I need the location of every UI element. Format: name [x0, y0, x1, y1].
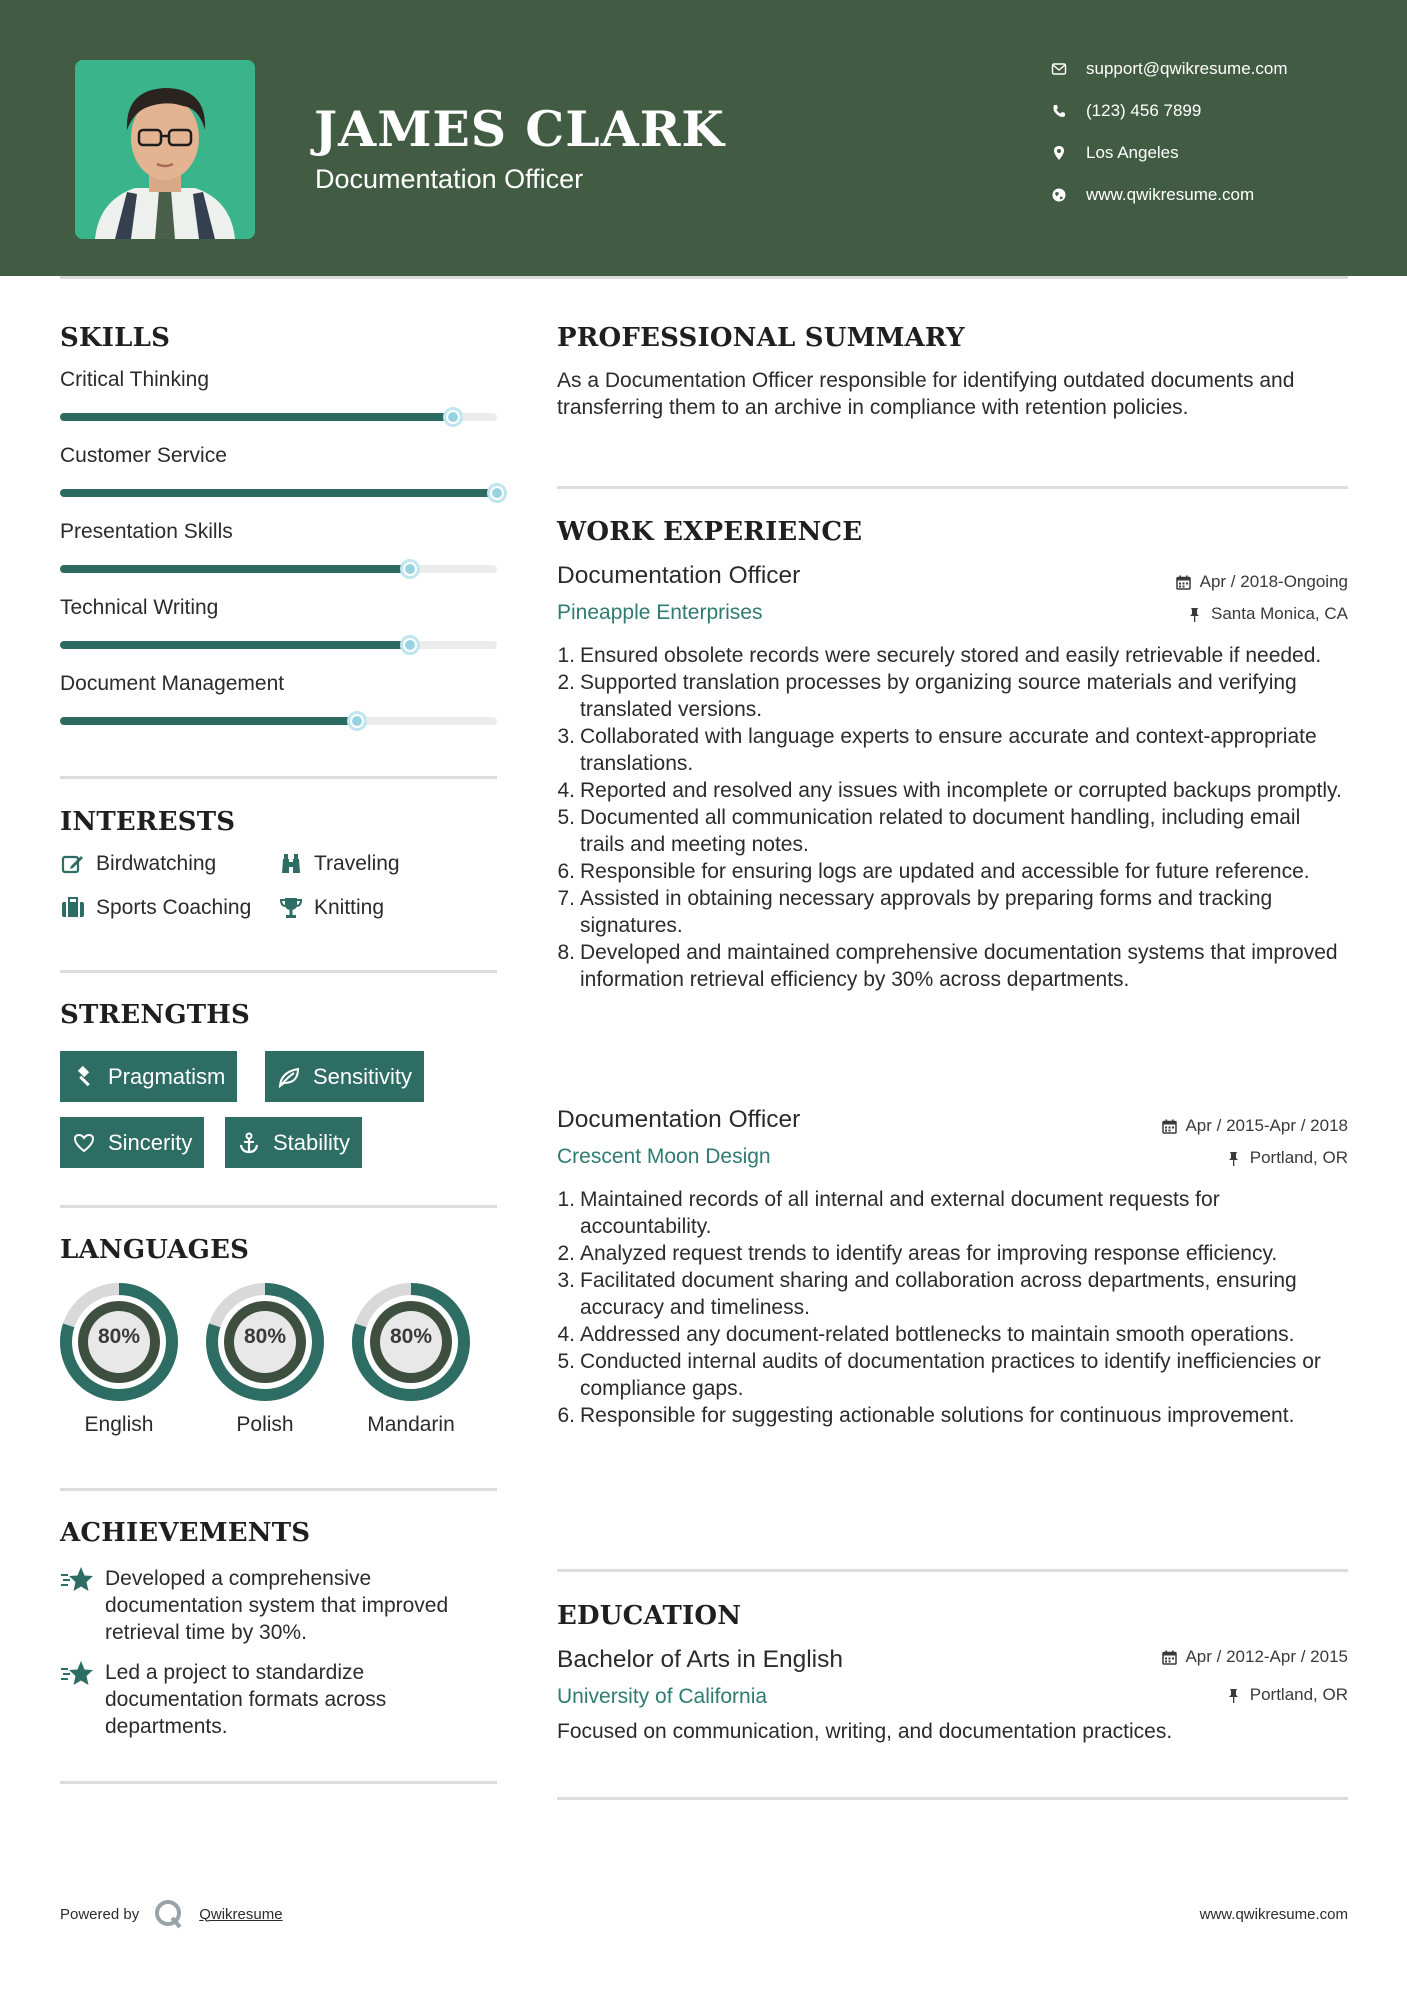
job-duty: 4. Reported and resolved any issues with incomplete or corrupted backups promptly. [557, 779, 1342, 802]
job-duty: 6. Responsible for ensuring logs are updated and accessible for future reference. [557, 860, 1310, 883]
contact-phone-text: (123) 456 7899 [1086, 101, 1202, 120]
achievement-item [60, 1565, 500, 1646]
skill-bar-knob [400, 559, 420, 579]
job-duty-text: Analyzed request trends to identify areas for improving response efficiency. [580, 1242, 1278, 1265]
strength-label: Stability [273, 1129, 351, 1155]
job-dates-text: Apr / 2018-Ongoing [1199, 572, 1348, 591]
interests-title: INTERESTS [60, 807, 236, 837]
summary-title: PROFESSIONAL SUMMARY [557, 323, 965, 353]
skill-bar-fill [60, 641, 410, 649]
briefcase-icon [60, 896, 86, 920]
job-duty: 2. Analyzed request trends to identify areas for improving response efficiency. [557, 1242, 1278, 1265]
education-title: EDUCATION [557, 1601, 742, 1631]
skill-bar [60, 489, 497, 497]
calendar-icon [1161, 1118, 1177, 1134]
qwikresume-link[interactable]: Qwikresume [199, 1905, 283, 1923]
education-dates-text: Apr / 2012-Apr / 2015 [1185, 1647, 1348, 1666]
skill-bar-fill [60, 565, 410, 573]
job-duties-list [557, 1186, 1347, 1429]
strength-tag [265, 1051, 424, 1102]
job-duty-text: Developed and maintained comprehensive documentation systems that improved information retrieval efficiency by 30% across departments. [580, 941, 1338, 991]
strength-label: Sincerity [108, 1129, 193, 1155]
skill-name: Technical Writing [60, 596, 219, 619]
job-duty-text: Facilitated document sharing and collaboration across departments, ensuring accuracy and timeliness. [580, 1269, 1297, 1319]
header-divider [60, 276, 1348, 279]
job-location-text: Portland, OR [1249, 1148, 1348, 1167]
strength-tag [60, 1051, 237, 1102]
language-item [58, 1281, 180, 1437]
language-percent: 80% [389, 1325, 433, 1348]
skill-name: Critical Thinking [60, 368, 209, 391]
star-icon [60, 1659, 96, 1689]
strength-label: Sensitivity [313, 1063, 413, 1089]
job-duty-text: Addressed any document-related bottlenecks to maintain smooth operations. [580, 1323, 1295, 1346]
summary-text: As a Documentation Officer responsible for identifying outdated documents and transferring them to an archive in compliance with retention policies. [557, 369, 1295, 419]
language-item [204, 1281, 326, 1437]
contact-website-text: www.qwikresume.com [1086, 185, 1255, 204]
job-duty-text: Documented all communication related to document handling, including email trails and meeting notes. [580, 806, 1301, 856]
footer-powered-by [60, 1898, 283, 1930]
contact-location-text: Los Angeles [1086, 143, 1179, 162]
skill-bar-knob [487, 483, 507, 503]
calendar-icon [1176, 574, 1192, 590]
job-duty-text: Supported translation processes by organizing source materials and verifying translated versions. [580, 671, 1297, 721]
job-company: Crescent Moon Design [557, 1145, 771, 1168]
binoculars-icon [278, 852, 304, 876]
candidate-name: JAMES CLARK [314, 100, 726, 158]
job-duty: 7. Assisted in obtaining necessary approvals by preparing forms and tracking signatures. [557, 885, 1347, 939]
job-duty-text: Responsible for ensuring logs are updated and accessible for future reference. [580, 860, 1310, 883]
achievement-text: Developed a comprehensive documentation system that improved retrieval time by 30%. [105, 1567, 449, 1644]
job-duty-text: Reported and resolved any issues with incomplete or corrupted backups promptly. [580, 779, 1342, 802]
envelope-icon [1050, 60, 1068, 78]
contact-phone[interactable] [1050, 96, 1360, 126]
strength-label: Pragmatism [108, 1063, 226, 1089]
resume-header [0, 0, 1407, 276]
job-duty: 8. Developed and maintained comprehensive documentation systems that improved information retrieval efficiency by 30% across departments. [557, 939, 1347, 993]
language-name: Mandarin [367, 1413, 455, 1436]
edit-icon [60, 852, 86, 876]
job-duty: 5. Conducted internal audits of documentation practices to identify inefficiencies or compliance gaps. [557, 1348, 1347, 1402]
trophy-icon [278, 896, 304, 920]
skill-bar [60, 413, 497, 421]
strength-tag [60, 1117, 204, 1168]
language-item [350, 1281, 472, 1437]
languages-title: LANGUAGES [60, 1235, 250, 1265]
footer-website[interactable]: www.qwikresume.com [1199, 1906, 1348, 1923]
job-location-text: Santa Monica, CA [1210, 604, 1348, 623]
skill-bar-knob [443, 407, 463, 427]
gavel-icon [72, 1065, 96, 1089]
interests-divider [60, 970, 497, 973]
job-duty-text: Responsible for suggesting actionable solutions for continuous improvement. [580, 1404, 1295, 1427]
job-dates [1176, 572, 1348, 592]
interest-item [60, 896, 251, 920]
job-dates [1161, 1116, 1348, 1136]
work-title: WORK EXPERIENCE [557, 517, 863, 547]
calendar-icon [1161, 1649, 1177, 1665]
skill-bar-fill [60, 717, 357, 725]
language-percent: 80% [97, 1325, 141, 1348]
job-duty-text: Conducted internal audits of documentation practices to identify inefficiencies or compliance gaps. [580, 1350, 1321, 1400]
map-marker-icon [1050, 144, 1068, 162]
job-duty: 2. Supported translation processes by organizing source materials and verifying translated versions. [557, 669, 1347, 723]
job-duty: 5. Documented all communication related to document handling, including email trails and meeting notes. [557, 804, 1347, 858]
leaf-icon [277, 1065, 301, 1089]
profile-photo [75, 60, 255, 239]
job-title: Documentation Officer [557, 1106, 801, 1133]
interest-item [60, 852, 216, 876]
education-school: University of California [557, 1685, 768, 1708]
pin-icon [1226, 1150, 1242, 1166]
powered-by-text: Powered by [60, 1905, 140, 1923]
work-divider [557, 1569, 1348, 1572]
strengths-title: STRENGTHS [60, 1000, 251, 1030]
phone-icon [1050, 102, 1068, 120]
skill-bar-fill [60, 489, 497, 497]
achievement-text: Led a project to standardize documentation formats across departments. [105, 1661, 387, 1738]
language-name: Polish [236, 1413, 294, 1436]
job-duty-text: Assisted in obtaining necessary approvals by preparing forms and tracking signatures. [580, 887, 1273, 937]
job-dates-text: Apr / 2015-Apr / 2018 [1185, 1116, 1348, 1135]
job-location [1226, 1148, 1348, 1168]
strength-tag [225, 1117, 362, 1168]
summary-divider [557, 486, 1348, 489]
skill-bar [60, 717, 497, 725]
job-duties-list [557, 642, 1347, 993]
qwikresume-logo-icon [153, 1898, 185, 1930]
job-duty: 3. Facilitated document sharing and collaboration across departments, ensuring accuracy and timeliness. [557, 1267, 1347, 1321]
contact-location[interactable] [1050, 138, 1360, 168]
skills-divider [60, 776, 497, 779]
skills-title: SKILLS [60, 323, 171, 353]
interest-label: Sports Coaching [96, 896, 252, 919]
heart-icon [72, 1131, 96, 1155]
job-duty: 6. Responsible for suggesting actionable solutions for continuous improvement. [557, 1404, 1295, 1427]
job-location [1187, 604, 1348, 624]
education-dates [1161, 1647, 1348, 1667]
job-duty: 4. Addressed any document-related bottlenecks to maintain smooth operations. [557, 1323, 1295, 1346]
job-duty-text: Ensured obsolete records were securely stored and easily retrievable if needed. [580, 644, 1322, 667]
job-duty-text: Maintained records of all internal and external document requests for accountability. [580, 1188, 1220, 1238]
interest-item [278, 852, 400, 876]
education-location-text: Portland, OR [1249, 1685, 1348, 1704]
education-divider [557, 1797, 1348, 1800]
achievements-title: ACHIEVEMENTS [60, 1518, 311, 1548]
interest-item [278, 896, 384, 920]
job-title: Documentation Officer [557, 562, 801, 589]
skill-bar-knob [400, 635, 420, 655]
skill-name: Presentation Skills [60, 520, 233, 543]
language-percent: 80% [243, 1325, 287, 1348]
interest-label: Traveling [314, 852, 400, 875]
language-name: English [84, 1413, 154, 1436]
contact-email-text: support@qwikresume.com [1086, 59, 1288, 78]
contact-email[interactable] [1050, 54, 1360, 84]
job-duty: 1. Maintained records of all internal and external document requests for accountability. [557, 1186, 1347, 1240]
education-description: Focused on communication, writing, and documentation practices. [557, 1720, 1173, 1743]
contact-website[interactable] [1050, 180, 1360, 210]
job-duty: 1. Ensured obsolete records were securely stored and easily retrievable if needed. [557, 644, 1322, 667]
achievements-divider [60, 1781, 497, 1784]
candidate-role: Documentation Officer [315, 164, 584, 194]
education-location [1226, 1685, 1348, 1705]
languages-divider [60, 1488, 497, 1491]
education-degree: Bachelor of Arts in English [557, 1646, 843, 1673]
job-duty: 3. Collaborated with language experts to ensure accurate and context-appropriate translations. [557, 723, 1347, 777]
skill-bar [60, 565, 497, 573]
achievement-item [60, 1659, 500, 1740]
anchor-icon [237, 1131, 261, 1155]
pin-icon [1226, 1687, 1242, 1703]
strengths-divider [60, 1205, 497, 1208]
globe-icon [1050, 186, 1068, 204]
job-duty-text: Collaborated with language experts to ensure accurate and context-appropriate translations. [580, 725, 1317, 775]
interest-label: Birdwatching [96, 852, 217, 875]
interest-label: Knitting [314, 896, 385, 919]
skill-bar-fill [60, 413, 453, 421]
skill-name: Customer Service [60, 444, 227, 467]
job-company: Pineapple Enterprises [557, 601, 763, 624]
skill-name: Document Management [60, 672, 285, 695]
skill-bar [60, 641, 497, 649]
pin-icon [1187, 606, 1203, 622]
skill-bar-knob [347, 711, 367, 731]
star-icon [60, 1565, 96, 1595]
